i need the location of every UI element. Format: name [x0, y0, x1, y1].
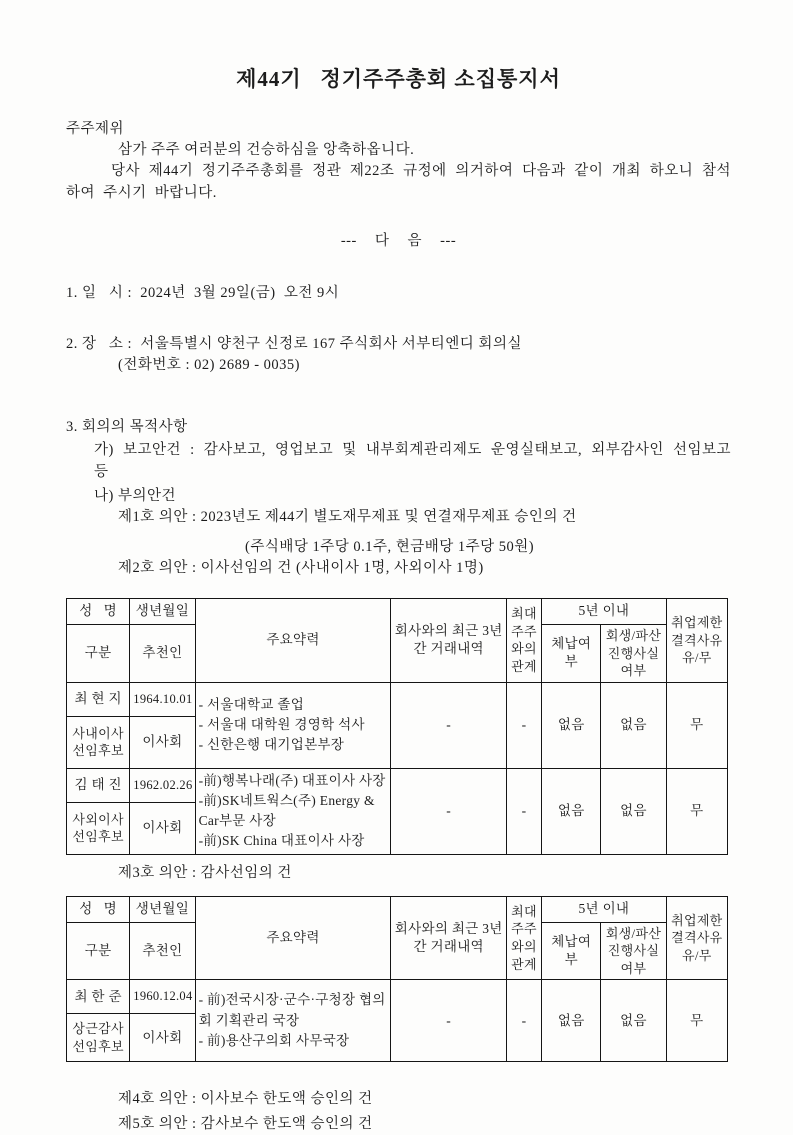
career-line: - 서울대 대학원 경영학 석사	[198, 717, 365, 733]
candidate-disqualification: 무	[666, 768, 727, 854]
candidate-birth: 1960.12.04	[130, 980, 195, 1014]
candidate-career	[195, 980, 391, 1062]
header-five-years: 5년 이내	[542, 896, 667, 922]
header-career: 주요약력	[195, 599, 391, 683]
candidate-transactions: -	[391, 682, 507, 768]
candidate-bankruptcy: 없음	[601, 768, 666, 854]
header-role: 구분	[67, 922, 130, 980]
candidate-career	[195, 682, 391, 768]
table-row	[67, 768, 728, 802]
career-line: -前)SK China 대표이사 사장	[198, 833, 365, 849]
candidate-recommender: 이사회	[130, 802, 195, 854]
candidate-recommender: 이사회	[130, 1014, 195, 1062]
header-role: 구분	[67, 625, 130, 683]
candidate-birth: 1962.02.26	[130, 768, 195, 802]
candidate-bankruptcy: 없음	[601, 980, 666, 1062]
candidate-transactions: -	[391, 768, 507, 854]
resolution-items-heading: 나) 부의안건	[94, 488, 176, 504]
opening-paragraph: 당사 제44기 정기주주총회를 정관 제22조 규정에 의거하여 다음과 같이 개최 하오니 참석하여 주시기 바랍니다.	[66, 163, 731, 201]
header-disqualification: 취업제한결격사유유/무	[666, 896, 727, 980]
auditor-candidates-table	[66, 896, 728, 1063]
page-title: 제44기 정기주주총회 소집통지서	[236, 67, 561, 91]
section-divider: --- 다 음 ---	[340, 233, 457, 249]
candidate-relation: -	[506, 682, 541, 768]
career-line: -前)행복나래(주) 대표이사 사장	[198, 772, 386, 788]
candidate-name: 최 현 지	[67, 682, 130, 716]
director-candidates-table	[66, 598, 728, 855]
career-line: - 前)전국시장·군수·구청장 협의회 기획관리 국장	[198, 992, 386, 1028]
header-disqualification: 취업제한결격사유유/무	[666, 599, 727, 683]
candidate-disqualification: 무	[666, 980, 727, 1062]
header-tax: 체납여부	[542, 922, 601, 980]
header-birth: 생년월일	[130, 599, 195, 625]
header-bankruptcy: 회생/파산 진행사실 여부	[601, 625, 666, 683]
agenda-section-heading: 3. 회의의 목적사항	[66, 419, 188, 435]
candidate-name: 김 태 진	[67, 768, 130, 802]
report-items: 가) 보고안건 : 감사보고, 영업보고 및 내부회계관리제도 운영실태보고, 외부감사인 선임보고 등	[94, 442, 731, 480]
candidate-role: 사내이사 선임후보	[67, 716, 130, 768]
candidate-tax: 없음	[542, 980, 601, 1062]
career-line: - 서울대학교 졸업	[198, 696, 305, 712]
header-name: 성 명	[67, 599, 130, 625]
candidate-relation: -	[506, 980, 541, 1062]
header-bankruptcy: 회생/파산 진행사실 여부	[601, 922, 666, 980]
career-line: -前)SK네트웍스(주) Energy & Car부문 사장	[198, 792, 375, 829]
header-birth: 생년월일	[130, 896, 195, 922]
header-recommender: 추천인	[130, 625, 195, 683]
agenda-item-3: 제3호 의안 : 감사선임의 건	[118, 864, 292, 881]
header-name: 성 명	[67, 896, 130, 922]
agenda-item-1-note: (주식배당 1주당 0.1주, 현금배당 1주당 50원)	[245, 539, 535, 555]
header-career: 주요약력	[195, 896, 391, 980]
candidate-recommender: 이사회	[130, 716, 195, 768]
agenda-item-1: 제1호 의안 : 2023년도 제44기 별도재무제표 및 연결재무제표 승인의 건	[118, 509, 577, 525]
meeting-datetime: 1. 일 시 : 2024년 3월 29일(금) 오전 9시	[66, 285, 340, 301]
candidate-career	[195, 768, 391, 854]
candidate-birth: 1964.10.01	[130, 682, 195, 716]
agenda-item-5: 제5호 의안 : 감사보수 한도액 승인의 건	[118, 1116, 373, 1133]
agenda-item-4: 제4호 의안 : 이사보수 한도액 승인의 건	[118, 1091, 373, 1108]
meeting-phone: (전화번호 : 02) 2689 - 0035)	[118, 357, 300, 373]
header-relation: 최대주주와의관계	[506, 599, 541, 683]
header-tax: 체납여부	[542, 625, 601, 683]
career-line: - 前)용산구의회 사무국장	[198, 1032, 350, 1048]
candidate-bankruptcy: 없음	[601, 682, 666, 768]
candidate-transactions: -	[391, 980, 507, 1062]
header-five-years: 5년 이내	[542, 599, 667, 625]
candidate-role: 상근감사 선임후보	[67, 1014, 130, 1062]
candidate-tax: 없음	[542, 682, 601, 768]
candidate-disqualification: 무	[666, 682, 727, 768]
candidate-name: 최 한 준	[67, 980, 130, 1014]
candidate-relation: -	[506, 768, 541, 854]
salutation: 주주제위	[66, 121, 125, 137]
header-relation: 최대주주와의관계	[506, 896, 541, 980]
career-line: - 신한은행 대기업본부장	[198, 737, 345, 753]
candidate-tax: 없음	[542, 768, 601, 854]
header-recommender: 추천인	[130, 922, 195, 980]
candidate-role: 사외이사 선임후보	[67, 802, 130, 854]
table-row	[67, 682, 728, 716]
header-transactions: 회사와의 최근 3년간 거래내역	[391, 599, 507, 683]
header-transactions: 회사와의 최근 3년간 거래내역	[391, 896, 507, 980]
meeting-place: 2. 장 소 : 서울특별시 양천구 신정로 167 주식회사 서부티엔디 회의실	[66, 336, 522, 352]
agenda-item-2: 제2호 의안 : 이사선임의 건 (사내이사 1명, 사외이사 1명)	[118, 560, 484, 576]
greeting-line: 삼가 주주 여러분의 건승하심을 앙축하옵니다.	[118, 142, 415, 158]
table-row	[67, 980, 728, 1014]
